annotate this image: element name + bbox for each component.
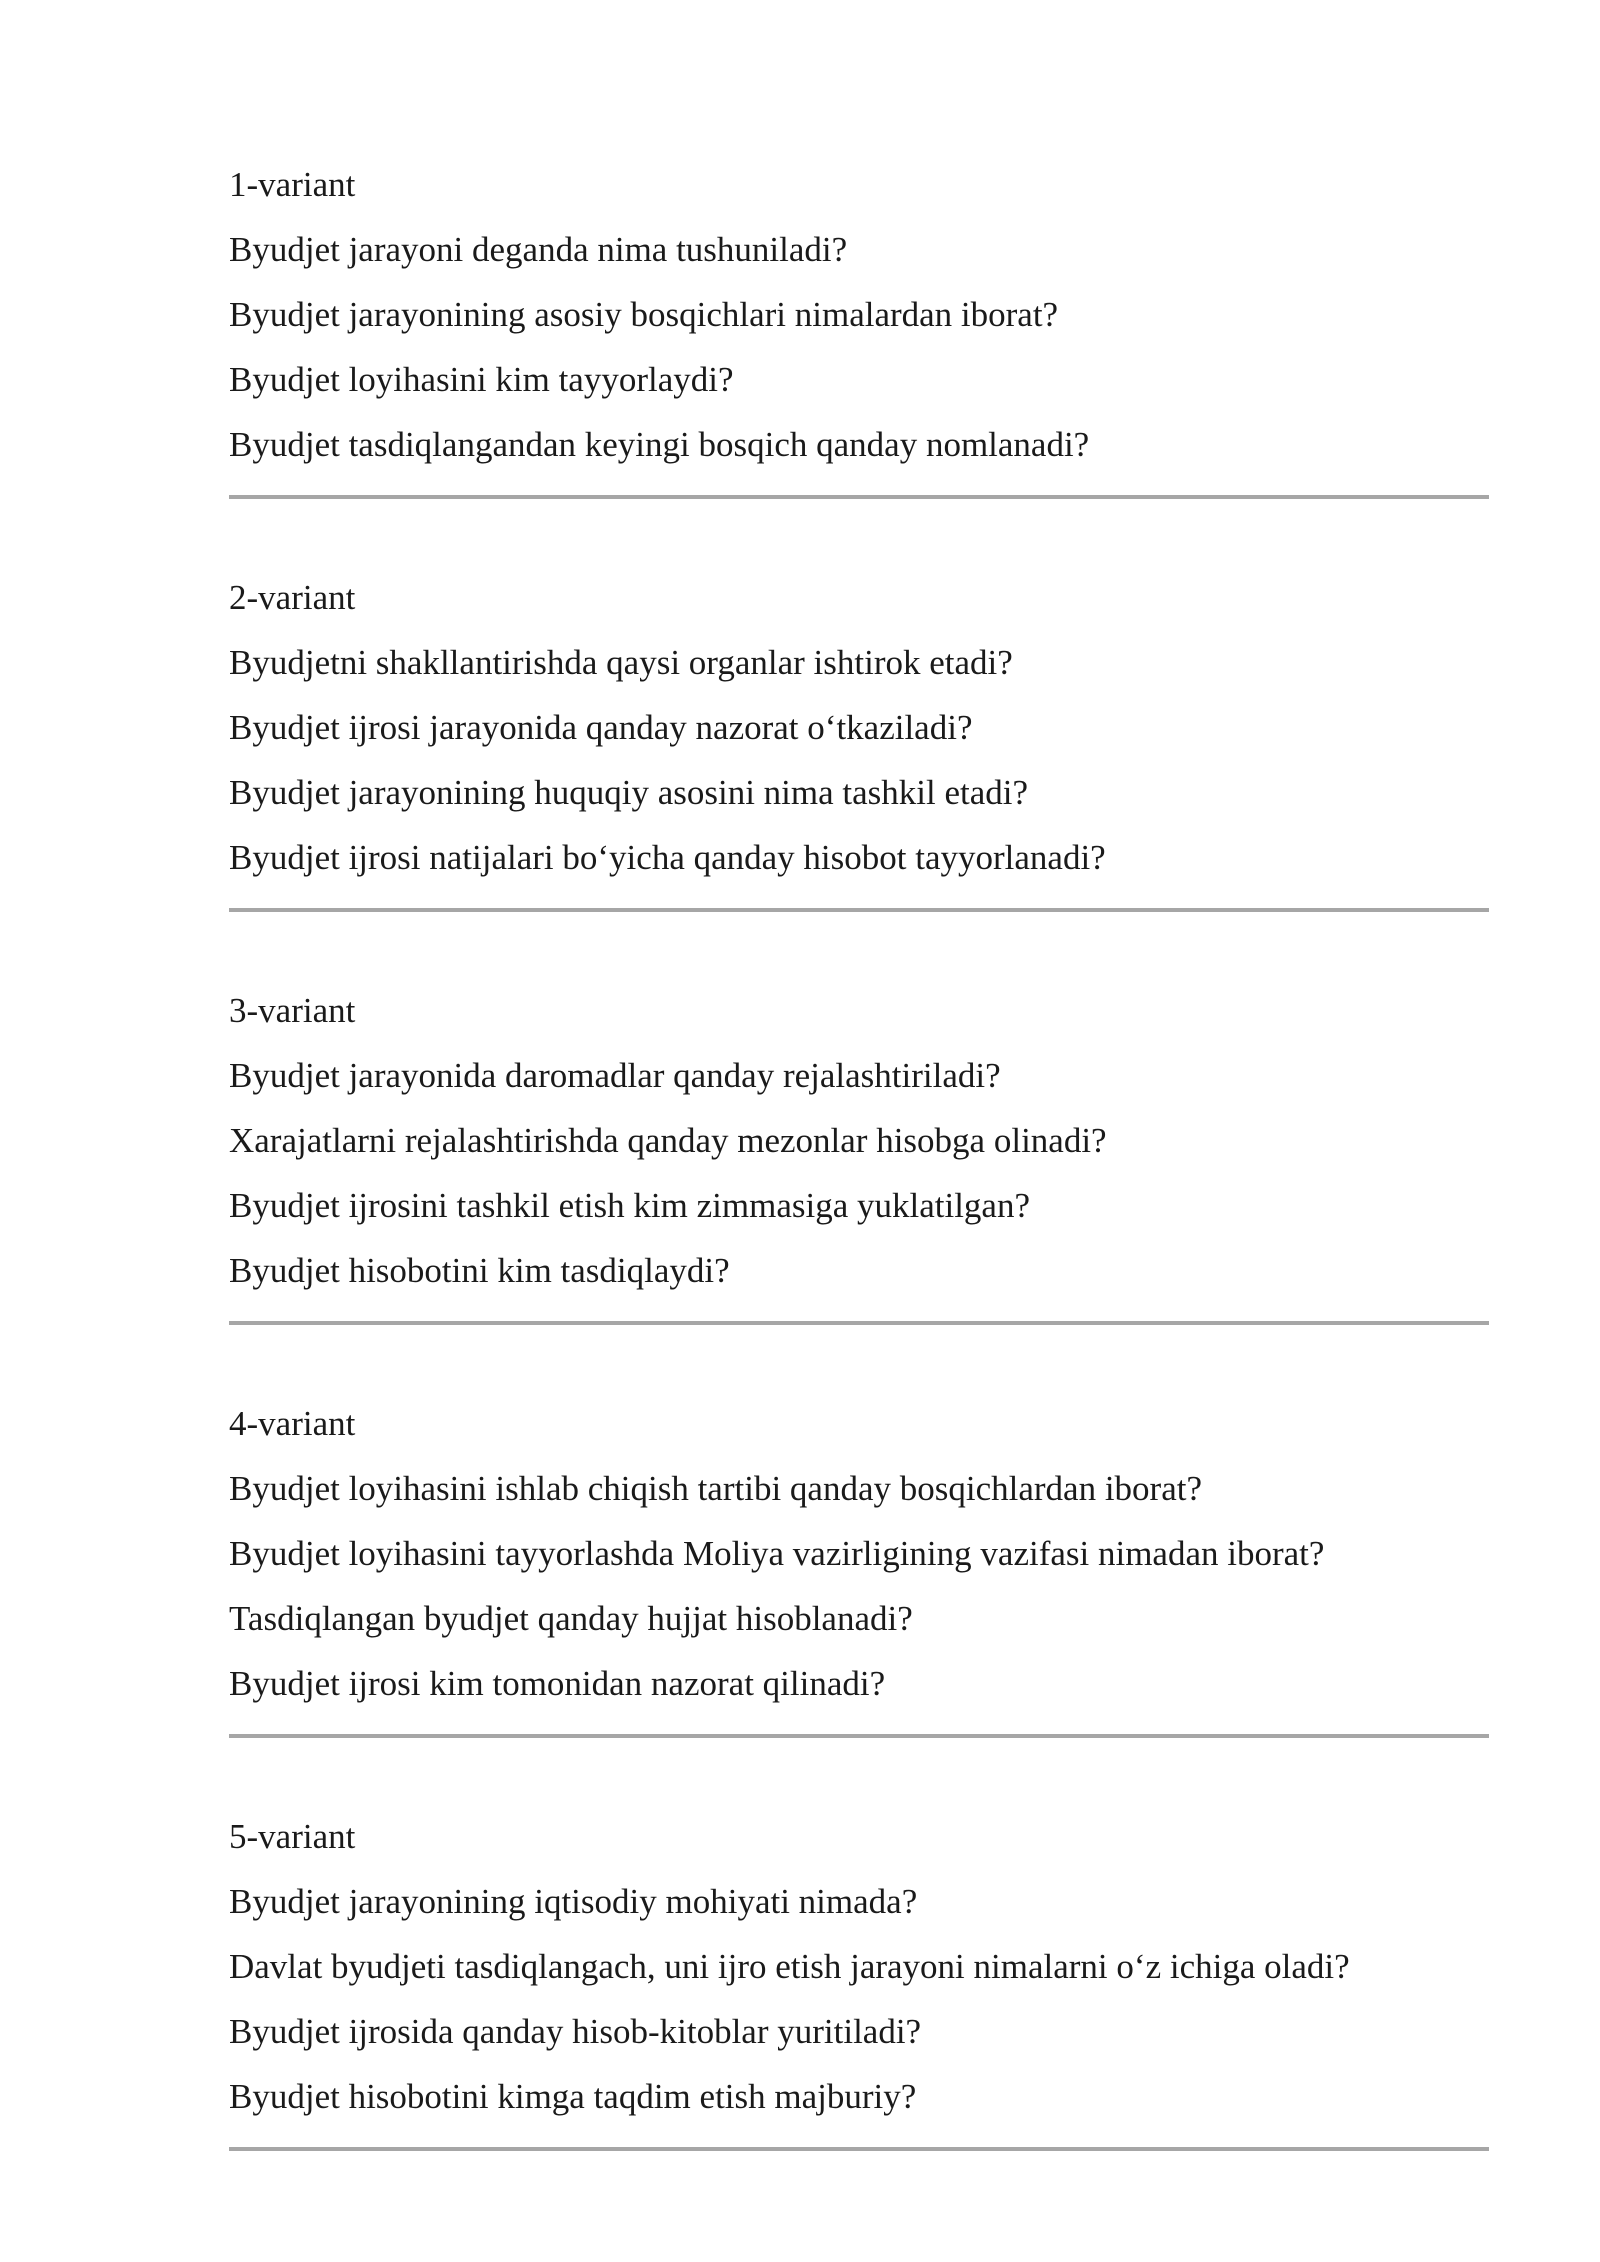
question: Byudjet tasdiqlangandan keyingi bosqich qanday nomlanadi?: [229, 425, 1090, 464]
question: Byudjet loyihasini ishlab chiqish tartibi qanday bosqichlardan iborat?: [229, 1469, 1202, 1508]
section-divider: [229, 2147, 1489, 2151]
question: Byudjet loyihasini kim tayyorlaydi?: [229, 360, 734, 399]
section-divider: [229, 1734, 1489, 1738]
variant-title: 5-variant: [229, 1817, 356, 1856]
question: Byudjet loyihasini tayyorlashda Moliya vazirligining vazifasi nimadan iborat?: [229, 1534, 1325, 1573]
variant-5: [229, 1804, 1489, 2151]
variant-title: 1-variant: [229, 165, 356, 204]
question: Davlat byudjeti tasdiqlangach, uni ijro etish jarayoni nimalarni o‘z ichiga oladi?: [229, 1947, 1350, 1986]
question: Byudjet ijrosida qanday hisob-kitoblar yuritiladi?: [229, 2012, 922, 2051]
question-list: [229, 630, 1489, 890]
question: Byudjet hisobotini kim tasdiqlaydi?: [229, 1251, 730, 1290]
variant-title: 2-variant: [229, 578, 356, 617]
question: Byudjet jarayonida daromadlar qanday rejalashtiriladi?: [229, 1056, 1001, 1095]
question: Byudjet jarayonining iqtisodiy mohiyati nimada?: [229, 1882, 918, 1921]
variant-4: [229, 1391, 1489, 1738]
question: Byudjet ijrosini tashkil etish kim zimmasiga yuklatilgan?: [229, 1186, 1031, 1225]
question: Byudjetni shakllantirishda qaysi organlar ishtirok etadi?: [229, 643, 1013, 682]
variant-title: 3-variant: [229, 991, 356, 1030]
variant-2: [229, 565, 1489, 912]
question: Tasdiqlangan byudjet qanday hujjat hisoblanadi?: [229, 1599, 913, 1638]
question: Byudjet jarayonining asosiy bosqichlari nimalardan iborat?: [229, 295, 1059, 334]
question: Byudjet jarayonining huquqiy asosini nima tashkil etadi?: [229, 773, 1029, 812]
variant-1: [229, 152, 1489, 499]
question-list: [229, 1869, 1489, 2129]
section-divider: [229, 1321, 1489, 1325]
question: Xarajatlarni rejalashtirishda qanday mezonlar hisobga olinadi?: [229, 1121, 1107, 1160]
question-list: [229, 217, 1489, 477]
section-divider: [229, 495, 1489, 499]
variant-3: [229, 978, 1489, 1325]
question: Byudjet ijrosi kim tomonidan nazorat qilinadi?: [229, 1664, 886, 1703]
section-divider: [229, 908, 1489, 912]
question: Byudjet ijrosi natijalari bo‘yicha qanday hisobot tayyorlanadi?: [229, 838, 1106, 877]
question-list: [229, 1043, 1489, 1303]
question: Byudjet ijrosi jarayonida qanday nazorat o‘tkaziladi?: [229, 708, 973, 747]
question: Byudjet jarayoni deganda nima tushuniladi?: [229, 230, 848, 269]
question: Byudjet hisobotini kimga taqdim etish majburiy?: [229, 2077, 917, 2116]
question-list: [229, 1456, 1489, 1716]
variant-title: 4-variant: [229, 1404, 356, 1443]
